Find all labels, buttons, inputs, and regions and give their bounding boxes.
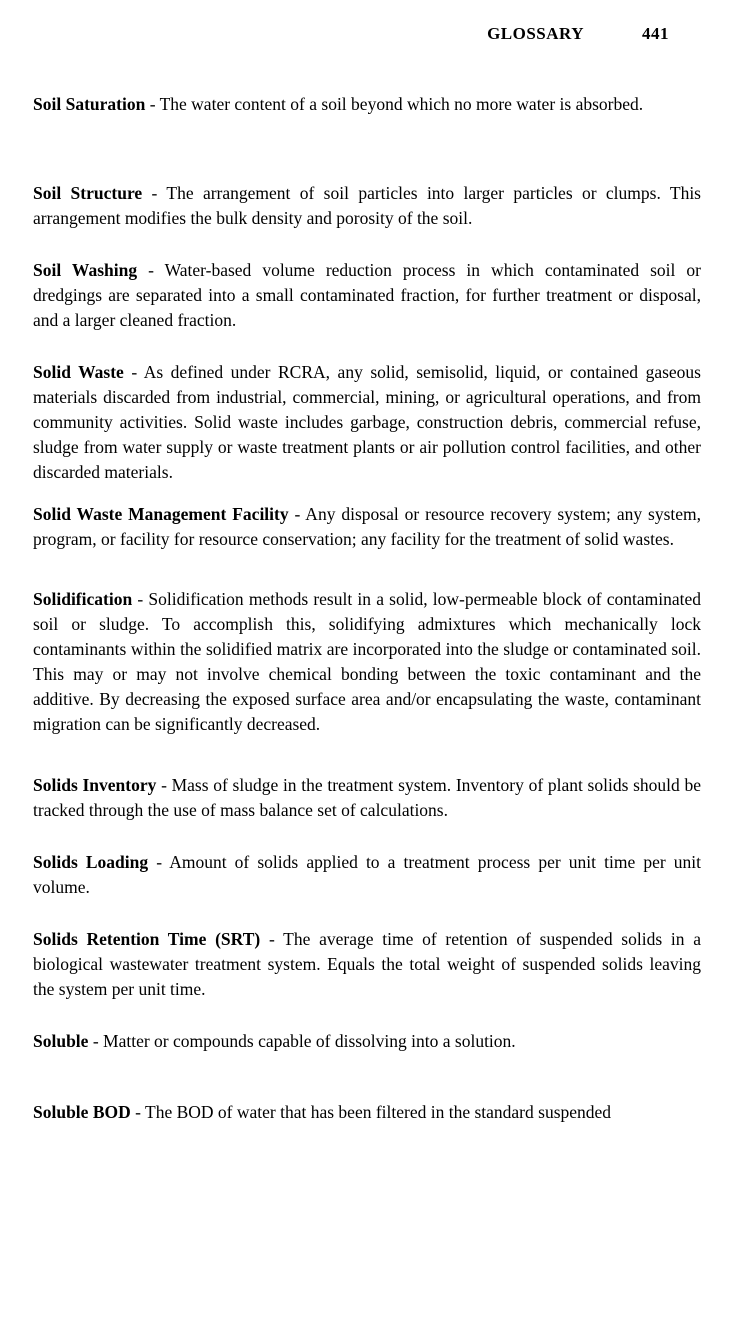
glossary-definition: - Mass of sludge in the treatment system. Inventory of plant solids should be tracked through the use of mass balance set of calculations. [33, 775, 701, 820]
glossary-entry [33, 1029, 701, 1054]
glossary-entry [33, 587, 701, 737]
glossary-term: Soil Saturation [33, 94, 146, 114]
glossary-entry [33, 92, 701, 117]
glossary-definition: - Solidification methods result in a solid, low-permeable block of contaminated soil or sludge. To accomplish this, solidifying admixtures which mechanically lock contaminants within the solidified matrix are incorporated into the sludge or contaminated soil. This may or may not involve chemical bonding between the toxic contaminant and the additive. By decreasing the exposed surface area and/or encapsulating the waste, contaminant migration can be significantly decreased. [33, 589, 701, 734]
glossary-definition: - Any disposal or resource recovery system; any system, program, or facility for resource conservation; any facility for the treatment of solid wastes. [33, 504, 701, 549]
glossary-entry [33, 360, 701, 485]
glossary-term: Solidification [33, 589, 133, 609]
page-number: 441 [642, 24, 669, 43]
glossary-entry [33, 850, 701, 900]
glossary-definition: - The water content of a soil beyond which no more water is absorbed. [145, 94, 644, 114]
glossary-term: Solid Waste [33, 362, 124, 382]
page-header [33, 24, 701, 44]
glossary-definition: - The arrangement of soil particles into larger particles or clumps. This arrangement modifies the bulk density and porosity of the soil. [33, 183, 701, 228]
glossary-term: Soil Washing [33, 260, 138, 280]
glossary-term: Solids Loading [33, 852, 149, 872]
glossary-term: Soluble BOD [33, 1102, 131, 1122]
glossary-term: Solid Waste Management Facility [33, 504, 289, 524]
glossary-definition: - The BOD of water that has been filtered in the standard suspended [130, 1102, 612, 1122]
glossary-definition: - The average time of retention of suspended solids in a biological wastewater treatment system. Equals the total weight of suspended solids leaving the system per unit time. [33, 929, 701, 999]
glossary-definition: - Amount of solids applied to a treatment process per unit time per unit volume. [33, 852, 702, 897]
glossary-entries [33, 92, 701, 1125]
page-header-title: GLOSSARY [487, 24, 584, 43]
glossary-definition: - As defined under RCRA, any solid, semisolid, liquid, or contained gaseous materials discarded from industrial, commercial, mining, or agricultural operations, and from community activities. Solid waste includes garbage, construction debris, commercial refuse, sludge from water supply or waste treatment plants or air pollution control facilities, and other discarded materials. [33, 362, 701, 482]
glossary-entry [33, 181, 701, 231]
glossary-definition: - Water-based volume reduction process in which contaminated soil or dredgings are separated into a small contaminated fraction, for further treatment or disposal, and a larger cleaned fraction. [33, 260, 701, 330]
glossary-definition: - Matter or compounds capable of dissolving into a solution. [88, 1031, 516, 1051]
glossary-entry [33, 1100, 701, 1125]
glossary-entry [33, 773, 701, 823]
glossary-entry [33, 502, 701, 552]
glossary-term: Solids Retention Time (SRT) [33, 929, 261, 949]
glossary-term: Solids Inventory [33, 775, 157, 795]
glossary-entry [33, 927, 701, 1002]
glossary-term: Soluble [33, 1031, 89, 1051]
glossary-entry [33, 258, 701, 333]
glossary-term: Soil Structure [33, 183, 143, 203]
